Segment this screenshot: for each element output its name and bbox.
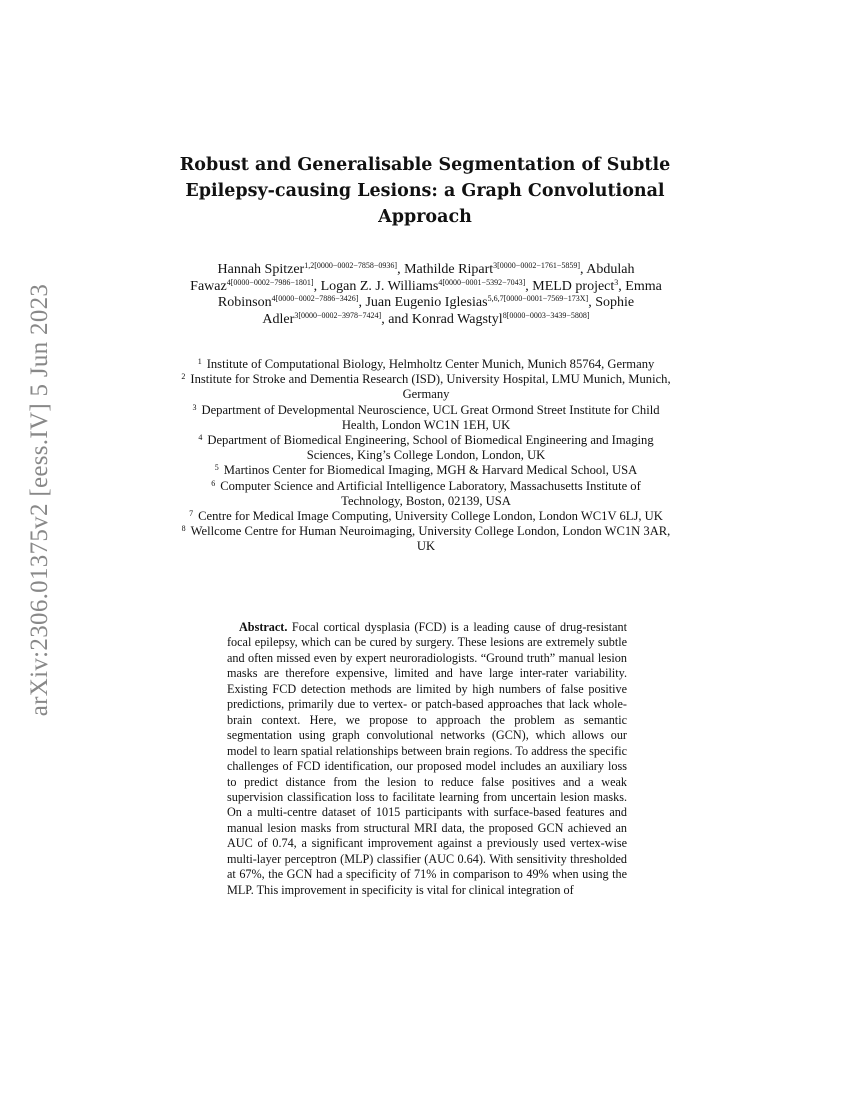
arxiv-sidebar-stamp	[10, 283, 70, 717]
author: Abdulah Fawaz$^{4[0000-0002-7986-1801]}$,	[190, 262, 635, 294]
author: Juan Eugenio Iglesias$^{5,6,7[0000-0001-7569-173X]}$,	[365, 294, 596, 310]
affiliation: $^4$ Department of Biomedical Engineering, School of Biomedical Engineering and Imaging Sciences, King’s College London, London, UK	[198, 433, 654, 463]
abstract	[227, 620, 627, 898]
arxiv-identifier: arXiv:2306.01375v2 [eess.IV] 5 Jun 2023	[26, 283, 53, 717]
abstract-text: Focal cortical dysplasia (FCD) is a leading cause of drug-resistant focal epilepsy, which can be cured by surgery. These lesions are extremely subtle and often missed even by expert neuroradiologists. “Ground truth” manual lesion masks are therefore expensive, limited and have large inter-rater variability. Existing FCD detection methods are limited by high numbers of false positive predictions, primarily due to vertex- or patch-based approaches that lack whole-brain context. Here, we propose to approach the problem as semantic segmentation using graph convolutional networks (GCN), which allows our model to learn spatial relationships between brain regions. To address the specific challenges of FCD identification, our proposed model includes an auxiliary loss to predict distance from the lesion to reduce false positives and a weak supervision classification loss to facilitate learning from uncertain lesion masks. On a multi-centre dataset of 1015 participants with surface-based features and manual lesion masks from structural MRI data, the proposed GCN achieved an AUC of 0.74, a significant improvement against a previously used vertex-wise multi-layer perceptron (MLP) classifier (AUC 0.64). With sensitivity thresholded at 67%, the GCN had a specificity of 71% in comparison to 49% when using the MLP. This improvement in specificity is vital for clinical integration of	[227, 620, 627, 897]
author: Sophie Adler$^{3[0000-0002-3978-7424]}$, and	[262, 295, 635, 327]
author: Mathilde Ripart$^{3[0000-0002-1761-5859]}$,	[404, 261, 587, 277]
author: Hannah Spitzer$^{1,2[0000-0002-7858-0936]}$,	[217, 261, 405, 277]
affiliation: $^7$ Centre for Medical Image Computing, University College London, London WC1V 6LJ, UK	[189, 509, 663, 524]
author: Emma Robinson$^{4[0000-0002-7886-3426]}$,	[217, 278, 662, 310]
affiliation: $^6$ Computer Science and Artificial Intelligence Laboratory, Massachusetts Institute of Technology, Boston, 02139, USA	[211, 478, 641, 508]
author: MELD project$^3$,	[532, 277, 626, 294]
author: Konrad Wagstyl$^{8[0000-0003-3439-5808]}$	[411, 310, 590, 327]
paper-title: Robust and Generalisable Segmentation of Subtle Epilepsy-causing Lesions: a Graph Convolutional Approach	[179, 155, 671, 227]
affiliation: $^3$ Department of Developmental Neuroscience, UCL Great Ormond Street Institute for Child Health, London WC1N 1EH, UK	[192, 402, 660, 432]
affiliation-list	[180, 357, 672, 555]
affiliation: $^2$ Institute for Stroke and Dementia Research (ISD), University Hospital, LMU Munich, Munich, Germany	[181, 372, 671, 402]
author-list	[170, 262, 682, 328]
affiliation: $^1$ Institute of Computational Biology, Helmholtz Center Munich, Munich 85764, Germany	[197, 357, 655, 371]
affiliation: $^8$ Wellcome Centre for Human Neuroimaging, University College London, London WC1N 3AR, UK	[181, 524, 671, 554]
affiliation: $^5$ Martinos Center for Biomedical Imaging, MGH & Harvard Medical School, USA	[214, 463, 638, 478]
author: Logan Z. J. Williams$^{4[0000-0001-5392-7043]}$,	[320, 277, 533, 294]
abstract-label: Abstract.	[239, 620, 288, 634]
